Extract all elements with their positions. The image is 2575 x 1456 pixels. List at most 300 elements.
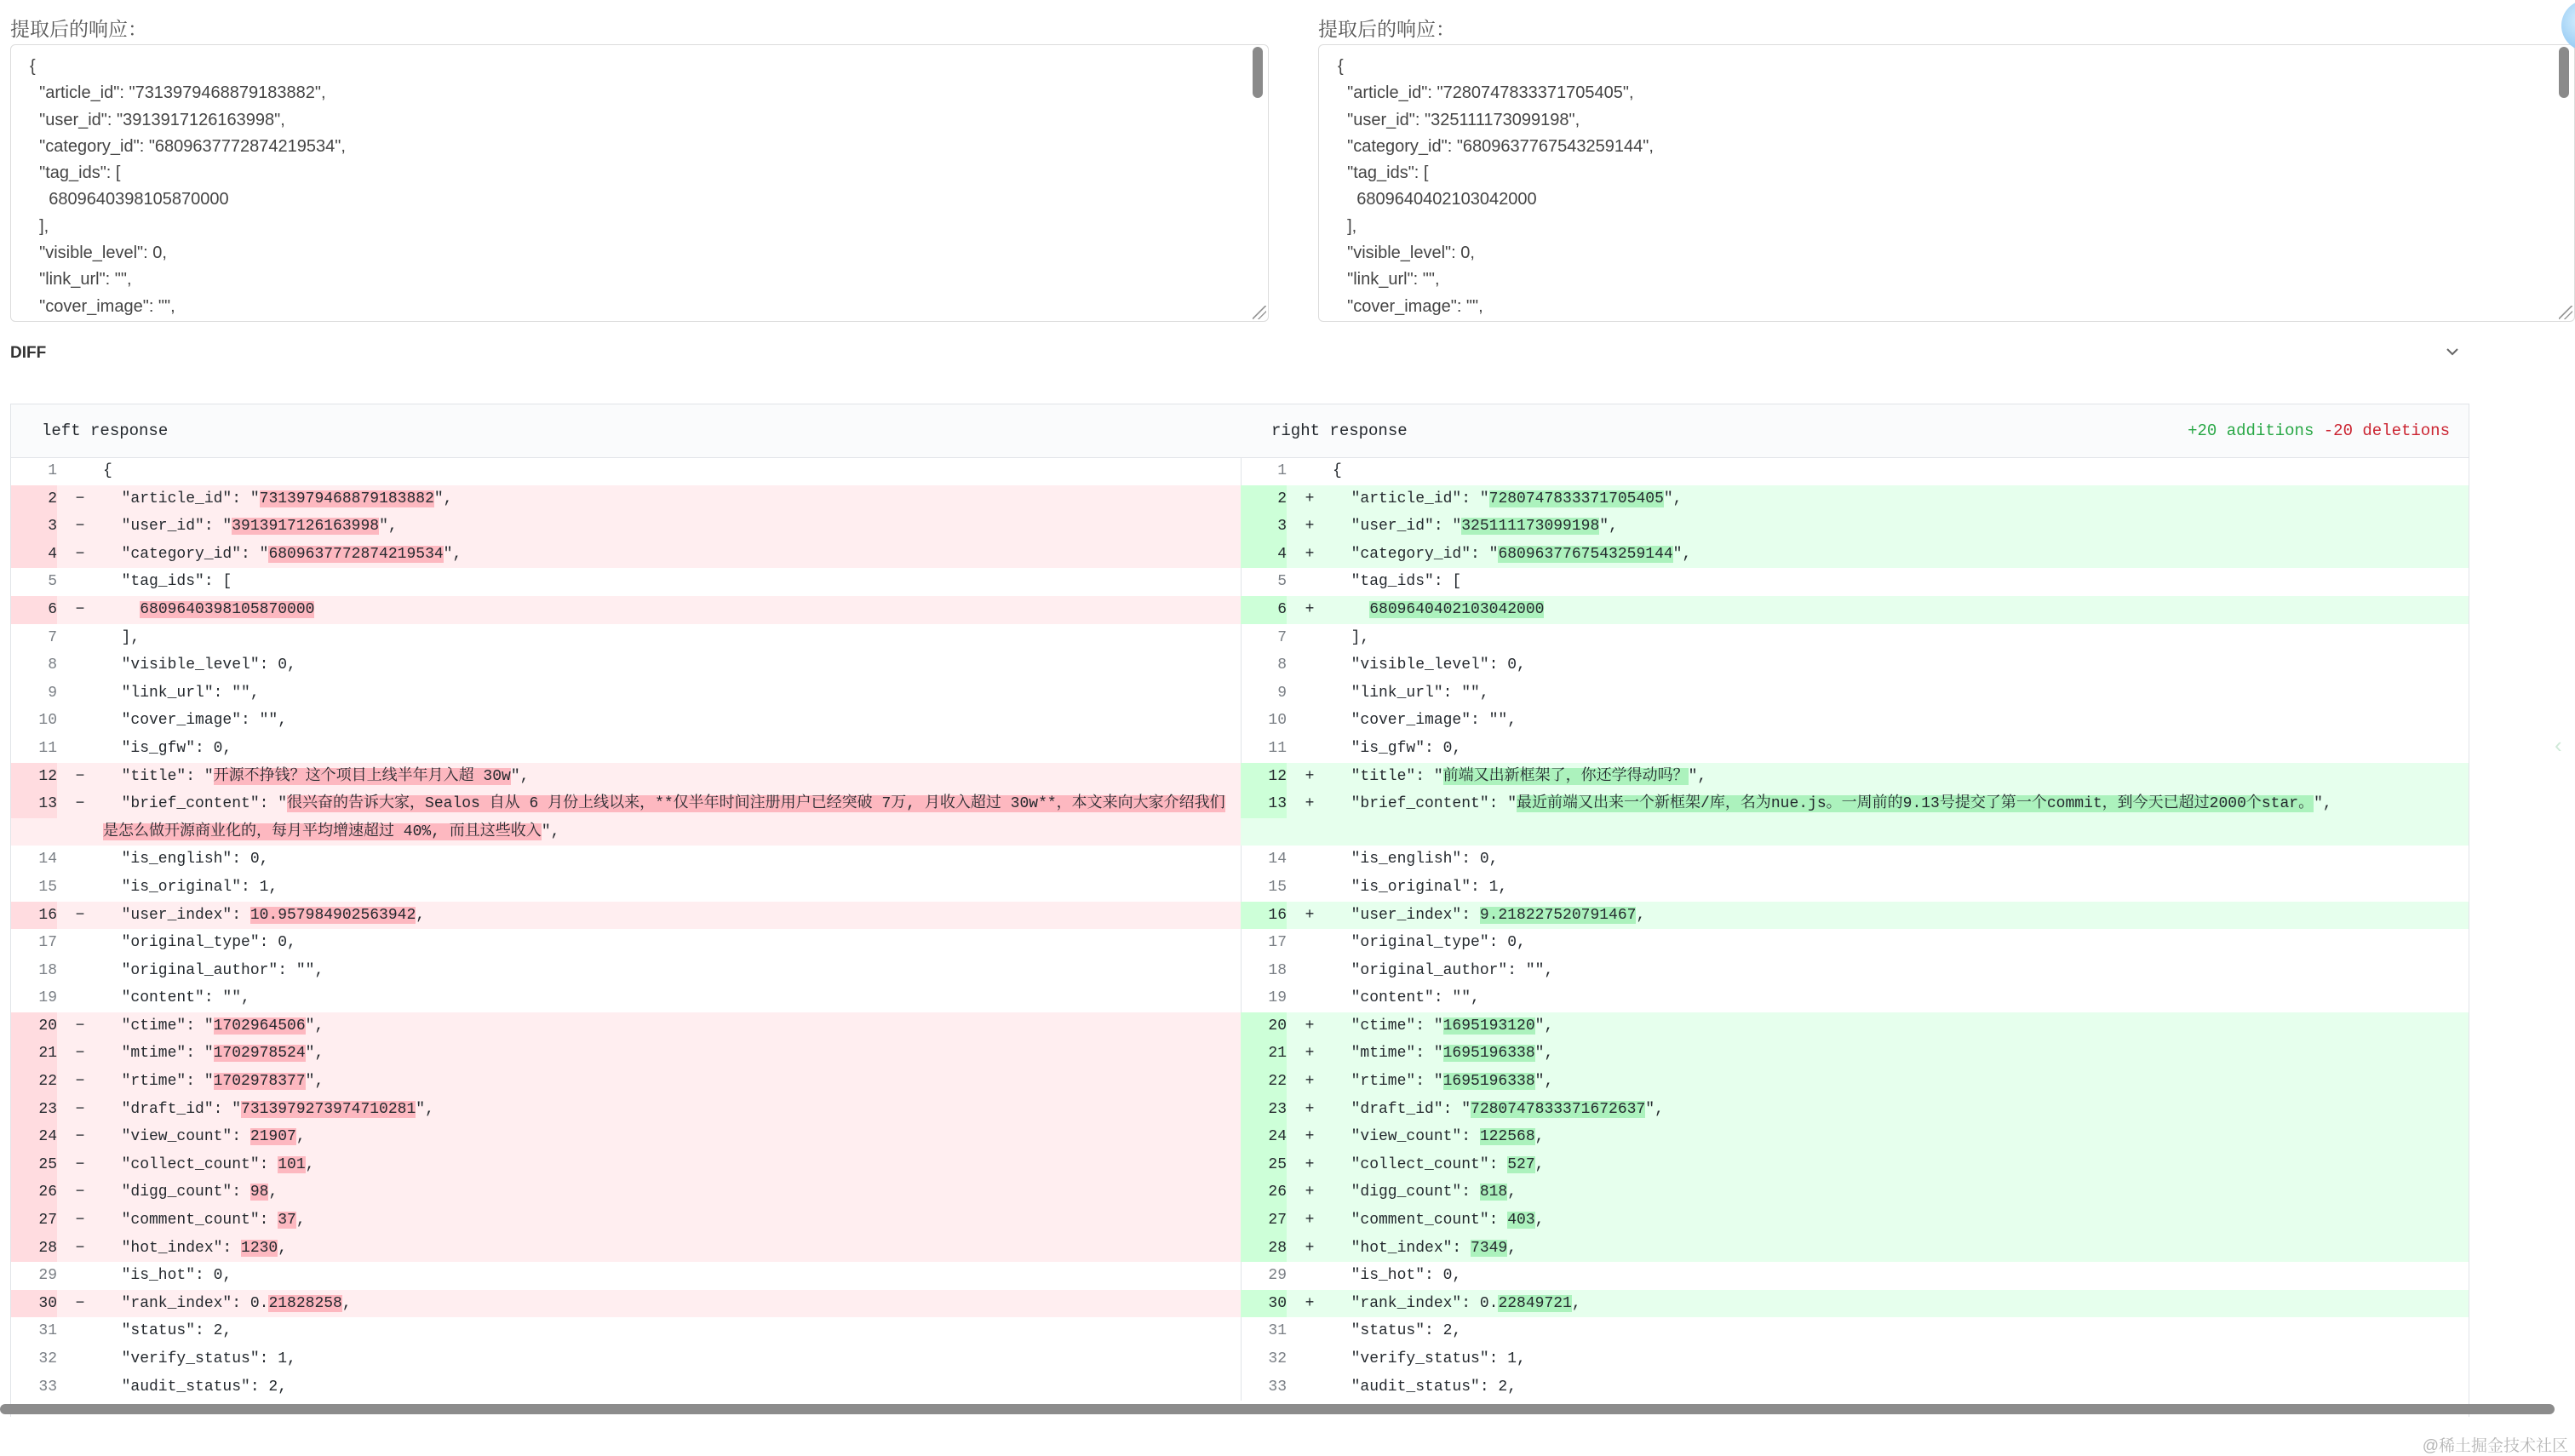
code-text-prefix: "visible_level": 0, bbox=[1333, 656, 1526, 674]
code-text-prefix: "rtime": " bbox=[103, 1073, 214, 1091]
line-number: 12 bbox=[11, 763, 57, 791]
left-diff-row bbox=[11, 763, 1241, 791]
deletions-count: -20 deletions bbox=[2323, 421, 2450, 440]
code-line bbox=[1333, 1068, 2469, 1096]
line-number: 15 bbox=[38, 878, 57, 896]
diff-marker: − bbox=[75, 490, 85, 507]
code-line bbox=[103, 1207, 1241, 1235]
code-text-suffix: , bbox=[295, 1212, 306, 1230]
code-text-prefix: "article_id": " bbox=[1333, 490, 1489, 507]
line-number: 5 bbox=[1277, 573, 1287, 591]
line-number: 17 bbox=[38, 934, 57, 952]
line-number: 13 bbox=[11, 790, 57, 818]
left-diff-row bbox=[11, 1373, 1241, 1402]
line-number: 19 bbox=[38, 989, 57, 1007]
line-number: 4 bbox=[11, 541, 57, 569]
code-text-suffix: ", bbox=[416, 1100, 434, 1118]
changed-value: 6809640398105870000 bbox=[140, 600, 315, 618]
right-diff-row bbox=[1241, 929, 2469, 957]
code-line bbox=[103, 1178, 1241, 1207]
left-diff-row bbox=[11, 1345, 1241, 1373]
line-number: 24 bbox=[11, 1123, 57, 1151]
left-diff-row bbox=[11, 1040, 1241, 1068]
code-line bbox=[1333, 513, 2469, 541]
left-diff-row bbox=[11, 651, 1241, 679]
line-number: 8 bbox=[1277, 656, 1287, 674]
diff-marker: − bbox=[75, 795, 85, 813]
line-number: 18 bbox=[1268, 961, 1287, 979]
code-text-prefix: "audit_status": 2, bbox=[1333, 1378, 1517, 1396]
line-number: 1 bbox=[48, 462, 57, 479]
right-diff-row bbox=[1241, 1096, 2469, 1124]
diff-marker: + bbox=[1305, 795, 1315, 813]
left-diff-row bbox=[11, 1290, 1241, 1318]
code-text-prefix: { bbox=[103, 462, 112, 479]
changed-value: 10.957984902563942 bbox=[249, 906, 416, 924]
right-diff-row bbox=[1241, 1151, 2469, 1179]
diff-marker: − bbox=[75, 906, 85, 924]
diff-section-label: DIFF bbox=[10, 344, 47, 362]
line-number: 6 bbox=[11, 596, 57, 624]
diff-marker: + bbox=[1305, 1128, 1315, 1146]
code-text-suffix: ", bbox=[1534, 1017, 1554, 1035]
diff-marker: − bbox=[75, 767, 85, 785]
code-line bbox=[1333, 624, 2469, 652]
right-diff-row bbox=[1241, 790, 2469, 846]
code-text-prefix: "cover_image": "", bbox=[1333, 712, 1517, 730]
line-number: 7 bbox=[48, 628, 57, 646]
side-expand-icon[interactable]: ‹ bbox=[2555, 732, 2562, 758]
line-number: 28 bbox=[11, 1235, 57, 1263]
code-line bbox=[103, 1290, 1241, 1318]
code-text-prefix: "ctime": " bbox=[103, 1017, 214, 1035]
code-line bbox=[1333, 735, 2469, 763]
line-number: 30 bbox=[1241, 1290, 1287, 1318]
line-number: 32 bbox=[1268, 1350, 1287, 1367]
right-diff-row bbox=[1241, 596, 2469, 624]
code-text-prefix: "cover_image": "", bbox=[103, 712, 288, 730]
line-number: 5 bbox=[48, 573, 57, 591]
left-response-textarea[interactable] bbox=[10, 44, 1269, 322]
code-text-prefix: "brief_content": " bbox=[1333, 795, 1517, 813]
code-text-prefix: { bbox=[1333, 462, 1342, 479]
code-text-prefix: "user_index": bbox=[1333, 906, 1480, 924]
left-diff-row bbox=[11, 984, 1241, 1012]
code-text-prefix: "mtime": " bbox=[1333, 1045, 1443, 1063]
code-text-suffix: ", bbox=[541, 823, 560, 840]
code-text-suffix: ", bbox=[305, 1017, 324, 1035]
code-text-prefix: "digg_count": bbox=[103, 1184, 250, 1201]
line-number: 31 bbox=[38, 1322, 57, 1340]
line-number: 6 bbox=[1241, 596, 1287, 624]
chevron-down-icon[interactable] bbox=[2442, 342, 2463, 363]
code-text-prefix: "verify_status": 1, bbox=[1333, 1350, 1526, 1367]
code-line bbox=[1333, 874, 2469, 902]
changed-value: 818 bbox=[1479, 1184, 1508, 1201]
line-number: 9 bbox=[48, 684, 57, 702]
code-text-suffix: ", bbox=[433, 490, 453, 507]
code-text-prefix: ], bbox=[103, 628, 141, 646]
line-number: 23 bbox=[1241, 1096, 1287, 1124]
code-line bbox=[1333, 957, 2469, 985]
code-text-suffix: , bbox=[1507, 1239, 1517, 1257]
code-line bbox=[1333, 541, 2469, 569]
right-response-textarea[interactable] bbox=[1318, 44, 2575, 322]
changed-value: 101 bbox=[278, 1155, 306, 1173]
diff-marker: + bbox=[1305, 1073, 1315, 1091]
code-text-prefix: "collect_count": bbox=[1333, 1155, 1508, 1173]
code-text-prefix bbox=[103, 601, 140, 618]
diff-marker: + bbox=[1305, 1184, 1315, 1201]
right-diff-row bbox=[1241, 957, 2469, 985]
diff-marker: + bbox=[1305, 490, 1315, 507]
horizontal-scrollbar[interactable] bbox=[0, 1404, 2555, 1414]
changed-value: 很兴奋的告诉大家，Sealos 自从 6 月份上线以来，**仅半年时间注册用户已经突破 7万, 月收入超过 30w**，本文来向大家介绍我们是怎么做开源商业化的，每月平均增速超过 40%, 而且这些收入 bbox=[103, 795, 1225, 840]
line-number: 20 bbox=[1241, 1012, 1287, 1040]
code-line bbox=[1333, 707, 2469, 735]
right-diff-row bbox=[1241, 1207, 2469, 1235]
changed-value: 37 bbox=[278, 1212, 296, 1230]
line-number: 2 bbox=[1241, 485, 1287, 513]
right-diff-row bbox=[1241, 1373, 2469, 1402]
code-text-prefix: "is_english": 0, bbox=[1333, 851, 1499, 868]
code-line bbox=[1333, 1178, 2469, 1207]
right-diff-row bbox=[1241, 541, 2469, 569]
code-line bbox=[103, 485, 1241, 513]
code-text-prefix: "content": "", bbox=[103, 989, 250, 1007]
line-number: 2 bbox=[11, 485, 57, 513]
changed-value: 21828258 bbox=[268, 1294, 342, 1312]
code-line bbox=[103, 902, 1241, 930]
line-number: 16 bbox=[1241, 902, 1287, 930]
code-text-prefix: "status": 2, bbox=[1333, 1322, 1462, 1340]
right-diff-row bbox=[1241, 902, 2469, 930]
left-diff-row bbox=[11, 541, 1241, 569]
right-diff-row bbox=[1241, 513, 2469, 541]
code-text-prefix: "category_id": " bbox=[1333, 545, 1499, 563]
changed-value: 6809637767543259144 bbox=[1498, 545, 1673, 563]
code-text-prefix: "verify_status": 1, bbox=[103, 1350, 296, 1367]
code-line bbox=[103, 874, 1241, 902]
left-diff-row bbox=[11, 568, 1241, 596]
code-text-prefix: "is_english": 0, bbox=[103, 851, 269, 868]
left-diff-row bbox=[11, 957, 1241, 985]
code-text-suffix: ", bbox=[1599, 518, 1618, 536]
code-text-prefix: "ctime": " bbox=[1333, 1017, 1443, 1035]
left-diff-row bbox=[11, 1012, 1241, 1040]
code-text-prefix: "audit_status": 2, bbox=[103, 1378, 288, 1396]
left-response-title: left response bbox=[42, 421, 169, 440]
code-text-prefix: "original_type": 0, bbox=[1333, 934, 1526, 952]
code-line bbox=[103, 984, 1241, 1012]
left-diff-row bbox=[11, 1096, 1241, 1124]
line-number: 28 bbox=[1241, 1235, 1287, 1263]
line-number: 10 bbox=[38, 712, 57, 730]
changed-value: 最近前端又出来一个新框架/库，名为nue.js。一周前的9.13号提交了第一个commit，到今天已超过2000个star。 bbox=[1517, 795, 2314, 813]
code-line bbox=[1333, 1373, 2469, 1402]
code-line bbox=[103, 846, 1241, 874]
changed-value: 1230 bbox=[241, 1239, 278, 1257]
line-number: 21 bbox=[11, 1040, 57, 1068]
right-diff-row bbox=[1241, 707, 2469, 735]
right-diff-row bbox=[1241, 1345, 2469, 1373]
code-text-prefix: "draft_id": " bbox=[103, 1100, 242, 1118]
line-number: 1 bbox=[1277, 462, 1287, 479]
right-diff-row bbox=[1241, 1068, 2469, 1096]
code-line bbox=[103, 596, 1241, 624]
diff-marker: − bbox=[75, 1128, 85, 1146]
code-line bbox=[1333, 651, 2469, 679]
code-text-prefix: "original_author": "", bbox=[1333, 961, 1554, 979]
code-text-prefix: "is_gfw": 0, bbox=[1333, 739, 1462, 757]
diff-marker: + bbox=[1305, 767, 1315, 785]
code-text-prefix: "original_type": 0, bbox=[103, 934, 296, 952]
right-diff-row bbox=[1241, 624, 2469, 652]
code-line bbox=[103, 763, 1241, 791]
code-text-suffix: ", bbox=[305, 1045, 324, 1063]
diff-marker: − bbox=[75, 1073, 85, 1091]
code-text-suffix: , bbox=[1507, 1184, 1517, 1201]
left-diff-row bbox=[11, 596, 1241, 624]
line-number: 14 bbox=[1268, 851, 1287, 868]
changed-value: 325111173099198 bbox=[1461, 518, 1600, 536]
changed-value: 7349 bbox=[1471, 1239, 1508, 1257]
code-line bbox=[1333, 1317, 2469, 1345]
left-diff-row bbox=[11, 1123, 1241, 1151]
line-number: 7 bbox=[1277, 628, 1287, 646]
changed-value: 7313979273974710281 bbox=[241, 1100, 416, 1118]
code-text-prefix: "draft_id": " bbox=[1333, 1100, 1471, 1118]
line-number: 32 bbox=[38, 1350, 57, 1367]
code-line bbox=[1333, 902, 2469, 930]
code-text-suffix: , bbox=[1534, 1128, 1545, 1146]
diff-marker: + bbox=[1305, 600, 1315, 618]
code-line bbox=[1333, 1262, 2469, 1290]
left-diff-row bbox=[11, 735, 1241, 763]
diff-marker: + bbox=[1305, 906, 1315, 924]
watermark: @稀土掘金技术社区 bbox=[2422, 1437, 2568, 1455]
code-text-prefix: "rank_index": 0. bbox=[103, 1294, 269, 1312]
code-line bbox=[103, 513, 1241, 541]
line-number: 30 bbox=[11, 1290, 57, 1318]
code-text-prefix: "is_original": 1, bbox=[1333, 878, 1508, 896]
code-text-suffix: , bbox=[295, 1128, 306, 1146]
line-number: 33 bbox=[1268, 1378, 1287, 1396]
right-diff-row bbox=[1241, 1040, 2469, 1068]
line-number: 18 bbox=[38, 961, 57, 979]
code-text-prefix bbox=[1333, 601, 1369, 618]
code-line bbox=[1333, 679, 2469, 708]
line-number: 16 bbox=[11, 902, 57, 930]
code-text-suffix: , bbox=[341, 1294, 352, 1312]
code-line bbox=[1333, 846, 2469, 874]
code-text-suffix: ", bbox=[305, 1073, 324, 1091]
code-line bbox=[1333, 1290, 2469, 1318]
right-panel-label: 提取后的响应： bbox=[1318, 18, 1455, 40]
code-text-prefix: "user_index": bbox=[103, 906, 250, 924]
code-line bbox=[1333, 984, 2469, 1012]
right-diff-row bbox=[1241, 485, 2469, 513]
left-diff-row bbox=[11, 790, 1241, 846]
code-text-suffix: , bbox=[278, 1239, 288, 1257]
right-diff-row bbox=[1241, 568, 2469, 596]
code-line bbox=[103, 624, 1241, 652]
code-text-prefix: "content": "", bbox=[1333, 989, 1480, 1007]
diff-marker: − bbox=[75, 1294, 85, 1312]
line-number: 15 bbox=[1268, 878, 1287, 896]
line-number: 3 bbox=[1241, 513, 1287, 541]
code-line bbox=[103, 1373, 1241, 1402]
code-text-suffix: ", bbox=[1534, 1073, 1554, 1091]
left-diff-row bbox=[11, 679, 1241, 708]
code-line bbox=[103, 1068, 1241, 1096]
diff-viewer bbox=[10, 404, 2469, 1417]
code-line bbox=[1333, 1235, 2469, 1263]
diff-marker: − bbox=[75, 1100, 85, 1118]
line-number: 21 bbox=[1241, 1040, 1287, 1068]
code-text-prefix: "user_id": " bbox=[103, 518, 232, 536]
right-diff-row bbox=[1241, 846, 2469, 874]
code-line bbox=[103, 957, 1241, 985]
code-text-suffix: ", bbox=[1534, 1045, 1554, 1063]
floating-assistant-icon[interactable] bbox=[2561, 0, 2575, 51]
line-number: 27 bbox=[1241, 1207, 1287, 1235]
code-text-suffix: ", bbox=[443, 545, 462, 563]
code-line bbox=[103, 1317, 1241, 1345]
line-number: 27 bbox=[11, 1207, 57, 1235]
code-line bbox=[103, 1012, 1241, 1040]
changed-value: 1702964506 bbox=[213, 1017, 306, 1035]
right-diff-row bbox=[1241, 874, 2469, 902]
left-panel-scrollbar[interactable] bbox=[1253, 47, 1263, 98]
left-diff-row bbox=[11, 902, 1241, 930]
changed-value: 前端又出新框架了，你还学得动吗？ bbox=[1442, 767, 1689, 785]
code-text-suffix: , bbox=[1571, 1294, 1581, 1312]
diff-marker: + bbox=[1305, 1100, 1315, 1118]
diff-marker: − bbox=[75, 518, 85, 536]
left-diff-row bbox=[11, 624, 1241, 652]
code-text-suffix: ", bbox=[1663, 490, 1683, 507]
code-text-prefix: "link_url": "", bbox=[1333, 684, 1489, 702]
code-text-prefix: "visible_level": 0, bbox=[103, 656, 296, 674]
left-diff-row bbox=[11, 1317, 1241, 1345]
code-line bbox=[1333, 457, 2469, 485]
changed-value: 7280747833371672637 bbox=[1471, 1100, 1646, 1118]
diff-marker: − bbox=[75, 600, 85, 618]
code-text-prefix: "digg_count": bbox=[1333, 1184, 1480, 1201]
left-diff-row bbox=[11, 485, 1241, 513]
left-diff-row bbox=[11, 1178, 1241, 1207]
changed-value: 6809637772874219534 bbox=[268, 545, 444, 563]
code-line bbox=[1333, 1096, 2469, 1124]
diff-marker: + bbox=[1305, 1212, 1315, 1230]
left-diff-row bbox=[11, 1207, 1241, 1235]
code-text-suffix: ", bbox=[1672, 545, 1692, 563]
line-number: 19 bbox=[1268, 989, 1287, 1007]
line-number: 23 bbox=[11, 1096, 57, 1124]
code-text-prefix: "title": " bbox=[103, 767, 214, 785]
code-line bbox=[103, 1262, 1241, 1290]
changed-value: 122568 bbox=[1479, 1128, 1535, 1146]
left-panel-resize-handle[interactable] bbox=[1253, 306, 1266, 319]
changed-value: 开源不挣钱？这个项目上线半年月入超 30w bbox=[213, 767, 511, 785]
right-diff-row bbox=[1241, 1290, 2469, 1318]
code-text-prefix: "rank_index": 0. bbox=[1333, 1294, 1499, 1312]
right-diff-row bbox=[1241, 1317, 2469, 1345]
code-line bbox=[1333, 1012, 2469, 1040]
diff-marker: − bbox=[75, 1017, 85, 1035]
changed-value: 6809640402103042000 bbox=[1369, 600, 1545, 618]
code-line bbox=[1333, 568, 2469, 596]
line-number: 12 bbox=[1241, 763, 1287, 791]
line-number: 25 bbox=[11, 1151, 57, 1179]
code-text-prefix: ], bbox=[1333, 628, 1370, 646]
code-line bbox=[1333, 929, 2469, 957]
code-line bbox=[1333, 485, 2469, 513]
code-line bbox=[103, 651, 1241, 679]
diff-marker: + bbox=[1305, 1045, 1315, 1063]
right-panel-resize-handle[interactable] bbox=[2559, 306, 2572, 319]
changed-value: 98 bbox=[249, 1184, 269, 1201]
left-diff-row bbox=[11, 707, 1241, 735]
line-number: 8 bbox=[48, 656, 57, 674]
left-panel-label: 提取后的响应： bbox=[10, 18, 147, 40]
left-diff-row bbox=[11, 457, 1241, 485]
line-number: 22 bbox=[1241, 1068, 1287, 1096]
changed-value: 527 bbox=[1507, 1155, 1535, 1173]
code-text-suffix: , bbox=[1534, 1212, 1545, 1230]
code-line bbox=[1333, 763, 2469, 791]
left-diff-row bbox=[11, 1068, 1241, 1096]
code-text-prefix: "hot_index": bbox=[1333, 1239, 1471, 1257]
line-number: 29 bbox=[38, 1267, 57, 1285]
right-diff-row bbox=[1241, 1123, 2469, 1151]
additions-count: +20 additions bbox=[2188, 421, 2314, 440]
changed-value: 1695196338 bbox=[1442, 1045, 1535, 1063]
right-diff-row bbox=[1241, 735, 2469, 763]
code-text-suffix: , bbox=[416, 906, 426, 924]
code-line bbox=[103, 457, 1241, 485]
diff-marker: + bbox=[1305, 1155, 1315, 1173]
code-line bbox=[103, 541, 1241, 569]
code-text-suffix: ", bbox=[379, 518, 398, 536]
code-line bbox=[1333, 1123, 2469, 1151]
line-number: 4 bbox=[1241, 541, 1287, 569]
diff-marker: + bbox=[1305, 545, 1315, 563]
right-diff-pane bbox=[1241, 457, 2469, 1401]
diff-marker: − bbox=[75, 1212, 85, 1230]
right-diff-row bbox=[1241, 984, 2469, 1012]
left-diff-row bbox=[11, 846, 1241, 874]
code-text-prefix: "collect_count": bbox=[103, 1155, 278, 1173]
code-text-prefix: "tag_ids": [ bbox=[103, 573, 232, 591]
code-text-prefix: "comment_count": bbox=[103, 1212, 278, 1230]
left-diff-row bbox=[11, 874, 1241, 902]
line-number: 33 bbox=[38, 1378, 57, 1396]
code-text-suffix: , bbox=[268, 1184, 278, 1201]
left-diff-pane bbox=[11, 457, 1242, 1401]
code-text-prefix: "title": " bbox=[1333, 767, 1443, 785]
right-diff-row bbox=[1241, 1012, 2469, 1040]
code-line bbox=[103, 1123, 1241, 1151]
diff-marker: − bbox=[75, 1155, 85, 1173]
line-number: 11 bbox=[38, 739, 57, 757]
line-number: 9 bbox=[1277, 684, 1287, 702]
left-diff-row bbox=[11, 1151, 1241, 1179]
right-panel-scrollbar[interactable] bbox=[2559, 47, 2569, 98]
diff-stats bbox=[2188, 421, 2450, 440]
line-number: 3 bbox=[11, 513, 57, 541]
